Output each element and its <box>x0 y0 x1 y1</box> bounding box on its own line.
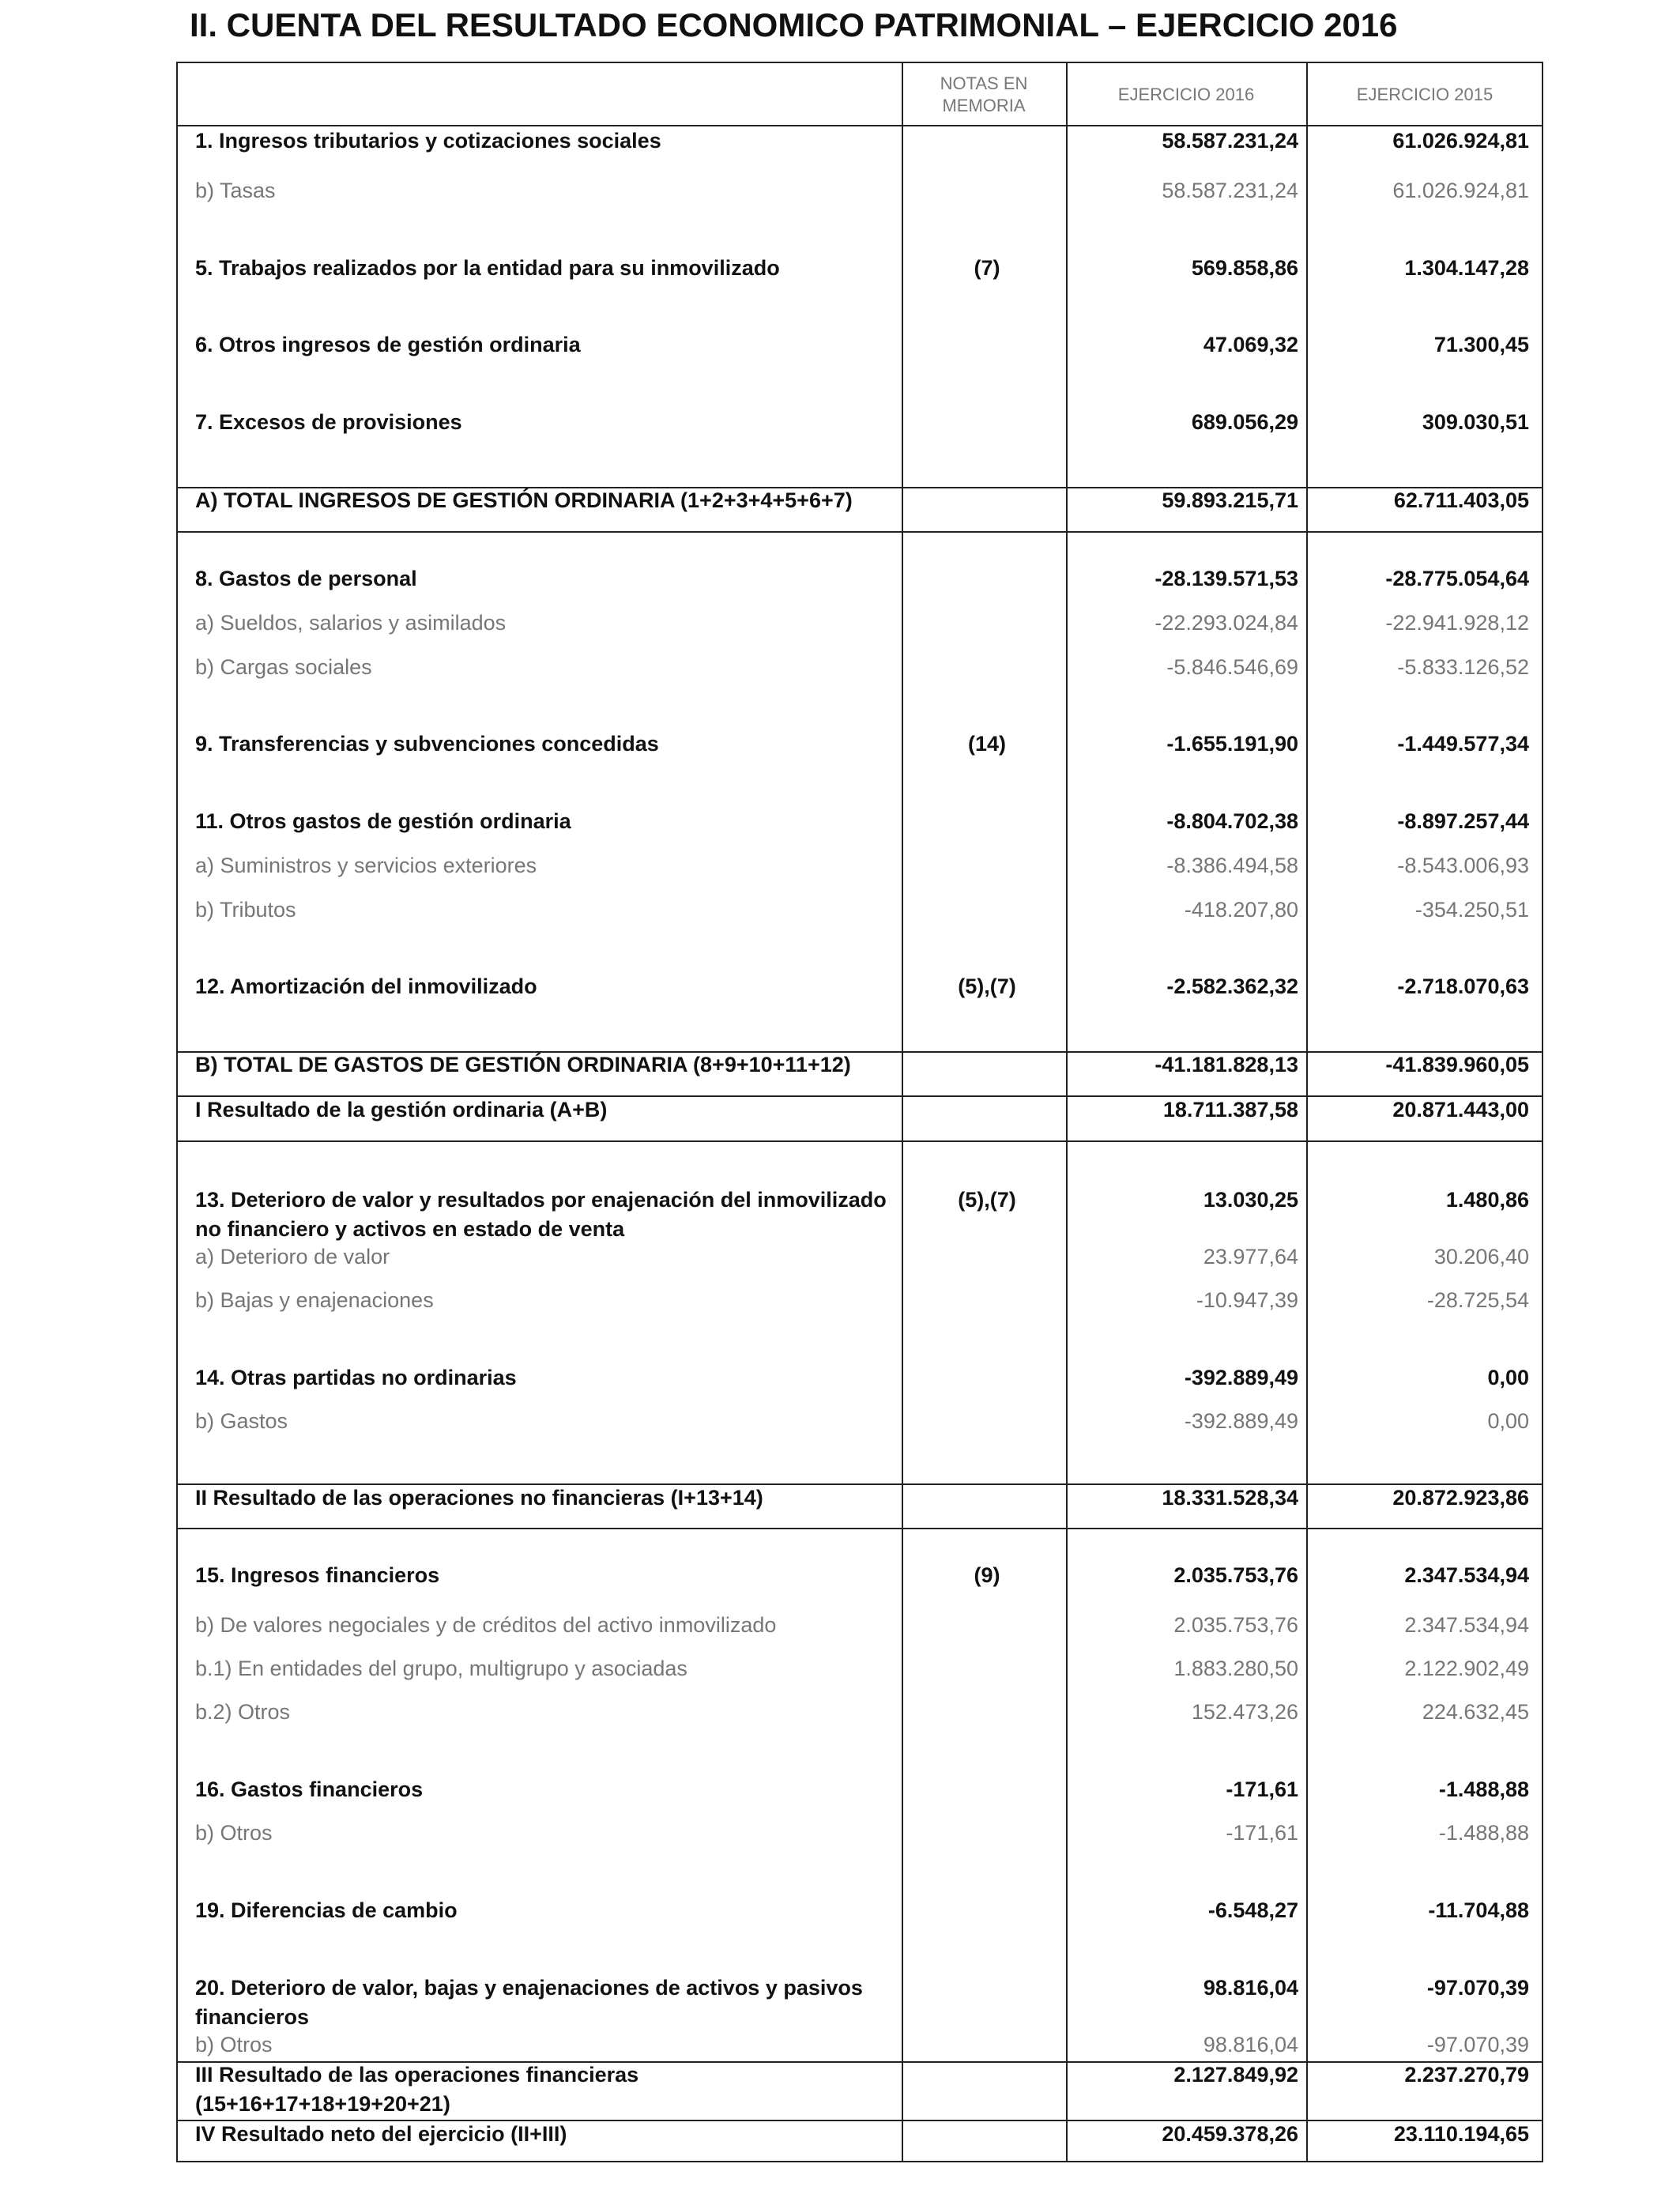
row-label: B) TOTAL DE GASTOS DE GESTIÓN ORDINARIA (8+9+10+11+12) <box>195 1053 851 1076</box>
row-value-2016: -418.207,80 <box>1184 898 1298 922</box>
row-value-2015: 0,00 <box>1487 1366 1529 1389</box>
row-label: 19. Diferencias de cambio <box>195 1898 458 1922</box>
row-label: 12. Amortización del inmovilizado <box>195 974 537 998</box>
row-label: b) Gastos <box>195 1409 288 1433</box>
row-value-2016: 1.883.280,50 <box>1173 1657 1298 1680</box>
row-note: (7) <box>974 256 1000 280</box>
row-value-2016: -8.386.494,58 <box>1166 854 1298 877</box>
header-notes <box>902 73 1066 117</box>
row-label: 11. Otros gastos de gestión ordinaria <box>195 809 571 833</box>
row-value-2016: 98.816,04 <box>1203 2033 1298 2056</box>
row-label: 7. Excesos de provisiones <box>195 410 462 434</box>
row-value-2015: -97.070,39 <box>1426 1976 1529 2000</box>
row-value-2016: -392.889,49 <box>1184 1366 1298 1389</box>
row-value-2016: -392.889,49 <box>1184 1409 1298 1433</box>
row-value-2016: 98.816,04 <box>1203 1976 1298 2000</box>
row-value-2015: -354.250,51 <box>1414 898 1529 922</box>
rule-after-result-ii <box>178 1528 1542 1529</box>
row-value-2015: 30.206,40 <box>1433 1245 1529 1269</box>
row-value-2016: -171,61 <box>1226 1821 1298 1845</box>
row-value-2015: 0,00 <box>1487 1409 1529 1433</box>
row-label: 16. Gastos financieros <box>195 1777 424 1801</box>
row-label: 6. Otros ingresos de gestión ordinaria <box>195 333 581 356</box>
row-note: (5),(7) <box>958 974 1016 998</box>
column-divider-2015 <box>1306 63 1308 2161</box>
row-value-2016: 58.587.231,24 <box>1162 129 1298 153</box>
row-value-2016: 2.035.753,76 <box>1173 1613 1298 1637</box>
row-value-2015: -22.941.928,12 <box>1385 611 1529 635</box>
row-label: 14. Otras partidas no ordinarias <box>195 1366 517 1389</box>
rule-after-result-i <box>178 1140 1542 1142</box>
row-value-2015: 20.872.923,86 <box>1392 1486 1529 1510</box>
row-value-2016: 47.069,32 <box>1203 333 1298 356</box>
row-value-2015: -11.704,88 <box>1428 1898 1529 1922</box>
row-value-2015: -28.725,54 <box>1426 1288 1529 1312</box>
row-value-2015: 62.711.403,05 <box>1393 488 1529 512</box>
row-value-2016: 152.473,26 <box>1191 1700 1298 1724</box>
header-year-2016: EJERCICIO 2016 <box>1117 85 1255 104</box>
row-value-2016: -1.655.191,90 <box>1166 732 1298 756</box>
row-label: 8. Gastos de personal <box>195 567 417 590</box>
row-value-2015: 224.632,45 <box>1422 1700 1529 1724</box>
row-label: II Resultado de las operaciones no financieras (I+13+14) <box>195 1486 763 1510</box>
row-value-2015: 61.026.924,81 <box>1392 179 1529 202</box>
row-value-2015: 2.237.270,79 <box>1404 2063 1529 2087</box>
row-value-2016: 569.858,86 <box>1191 256 1298 280</box>
row-value-2015: 1.304.147,28 <box>1404 256 1529 280</box>
row-note: (9) <box>974 1563 1000 1587</box>
row-value-2015: -1.488,88 <box>1438 1821 1529 1845</box>
row-value-2016: -8.804.702,38 <box>1166 809 1298 833</box>
row-value-2016: -5.846.546,69 <box>1166 655 1298 679</box>
row-value-2016: -28.139.571,53 <box>1155 567 1298 590</box>
row-value-2016: 59.893.215,71 <box>1162 488 1298 512</box>
row-value-2015: -1.449.577,34 <box>1397 732 1529 756</box>
row-label: III Resultado de las operaciones financieras (15+16+17+18+19+20+21) <box>195 2063 639 2116</box>
row-value-2015: 2.347.534,94 <box>1404 1563 1529 1587</box>
row-label: IV Resultado neto del ejercicio (II+III) <box>195 2122 567 2146</box>
row-value-2015: -8.543.006,93 <box>1397 854 1529 877</box>
row-label: b) De valores negociales y de créditos del activo inmovilizado <box>195 1613 777 1637</box>
row-value-2016: 2.035.753,76 <box>1173 1563 1298 1587</box>
row-value-2016: -2.582.362,32 <box>1166 974 1298 998</box>
row-value-2016: 18.711.387,58 <box>1162 1098 1298 1122</box>
row-value-2015: 309.030,51 <box>1422 410 1529 434</box>
row-value-2016: -22.293.024,84 <box>1155 611 1298 635</box>
row-value-2016: -171,61 <box>1226 1777 1298 1801</box>
row-value-2015: -8.897.257,44 <box>1397 809 1529 833</box>
row-value-2016: 2.127.849,92 <box>1173 2063 1298 2087</box>
header-year-2015: EJERCICIO 2015 <box>1356 85 1494 104</box>
row-value-2016: -10.947,39 <box>1196 1288 1298 1312</box>
row-label: b) Otros <box>195 2033 273 2056</box>
row-label: b) Tasas <box>195 179 276 202</box>
row-value-2016: 23.977,64 <box>1203 1245 1298 1269</box>
row-value-2015: -1.488,88 <box>1438 1777 1529 1801</box>
income-statement-table <box>176 62 1543 2162</box>
row-label: 20. Deterioro de valor, bajas y enajenaciones de activos y pasivos financieros <box>195 1976 863 2029</box>
row-value-2015: 71.300,45 <box>1433 333 1529 356</box>
row-value-2015: 1.480,86 <box>1445 1188 1529 1212</box>
row-label: I Resultado de la gestión ordinaria (A+B) <box>195 1098 608 1122</box>
row-value-2016: -41.181.828,13 <box>1155 1053 1298 1076</box>
row-value-2015: 23.110.194,65 <box>1393 2122 1529 2146</box>
row-value-2015: -5.833.126,52 <box>1397 655 1529 679</box>
row-value-2016: 20.459.378,26 <box>1162 2122 1298 2146</box>
rule-after-total-a <box>178 531 1542 533</box>
row-note: (5),(7) <box>958 1188 1016 1212</box>
row-value-2015: -41.839.960,05 <box>1385 1053 1529 1076</box>
row-label: a) Suministros y servicios exteriores <box>195 854 537 877</box>
row-label: A) TOTAL INGRESOS DE GESTIÓN ORDINARIA (1+2+3+4+5+6+7) <box>195 488 853 512</box>
row-value-2015: 2.122.902,49 <box>1404 1657 1529 1680</box>
header-notes-line2: MEMORIA <box>942 96 1026 115</box>
row-label: a) Deterioro de valor <box>195 1245 390 1269</box>
row-value-2015: 61.026.924,81 <box>1392 129 1529 153</box>
row-value-2016: -6.548,27 <box>1207 1898 1298 1922</box>
row-value-2016: 58.587.231,24 <box>1162 179 1298 202</box>
page-title: II. CUENTA DEL RESULTADO ECONOMICO PATRIMONIAL – EJERCICIO 2016 <box>190 6 1398 43</box>
row-label: 9. Transferencias y subvenciones concedidas <box>195 732 659 756</box>
row-label: a) Sueldos, salarios y asimilados <box>195 611 507 635</box>
row-label: b.2) Otros <box>195 1700 291 1724</box>
row-value-2015: 2.347.534,94 <box>1404 1613 1529 1637</box>
row-value-2015: -28.775.054,64 <box>1385 567 1529 590</box>
row-note: (14) <box>967 732 1006 756</box>
row-label: 1. Ingresos tributarios y cotizaciones sociales <box>195 129 661 153</box>
header-notes-line1: NOTAS EN <box>940 74 1028 93</box>
row-value-2016: 18.331.528,34 <box>1162 1486 1298 1510</box>
row-label: 13. Deterioro de valor y resultados por enajenación del inmovilizado no financiero y activos en estado de venta <box>195 1188 887 1241</box>
row-label: b) Cargas sociales <box>195 655 372 679</box>
row-label: 5. Trabajos realizados por la entidad para su inmovilizado <box>195 256 780 280</box>
row-value-2016: 13.030,25 <box>1203 1188 1298 1212</box>
row-value-2015: -2.718.070,63 <box>1397 974 1529 998</box>
column-divider-2016 <box>1066 63 1068 2161</box>
row-value-2015: 20.871.443,00 <box>1392 1098 1529 1122</box>
row-label: b) Otros <box>195 1821 273 1845</box>
row-value-2016: 689.056,29 <box>1191 410 1298 434</box>
row-label: b) Bajas y enajenaciones <box>195 1288 434 1312</box>
row-value-2015: -97.070,39 <box>1426 2033 1529 2056</box>
row-label: 15. Ingresos financieros <box>195 1563 440 1587</box>
row-label: b.1) En entidades del grupo, multigrupo y asociadas <box>195 1657 687 1680</box>
row-label: b) Tributos <box>195 898 296 922</box>
